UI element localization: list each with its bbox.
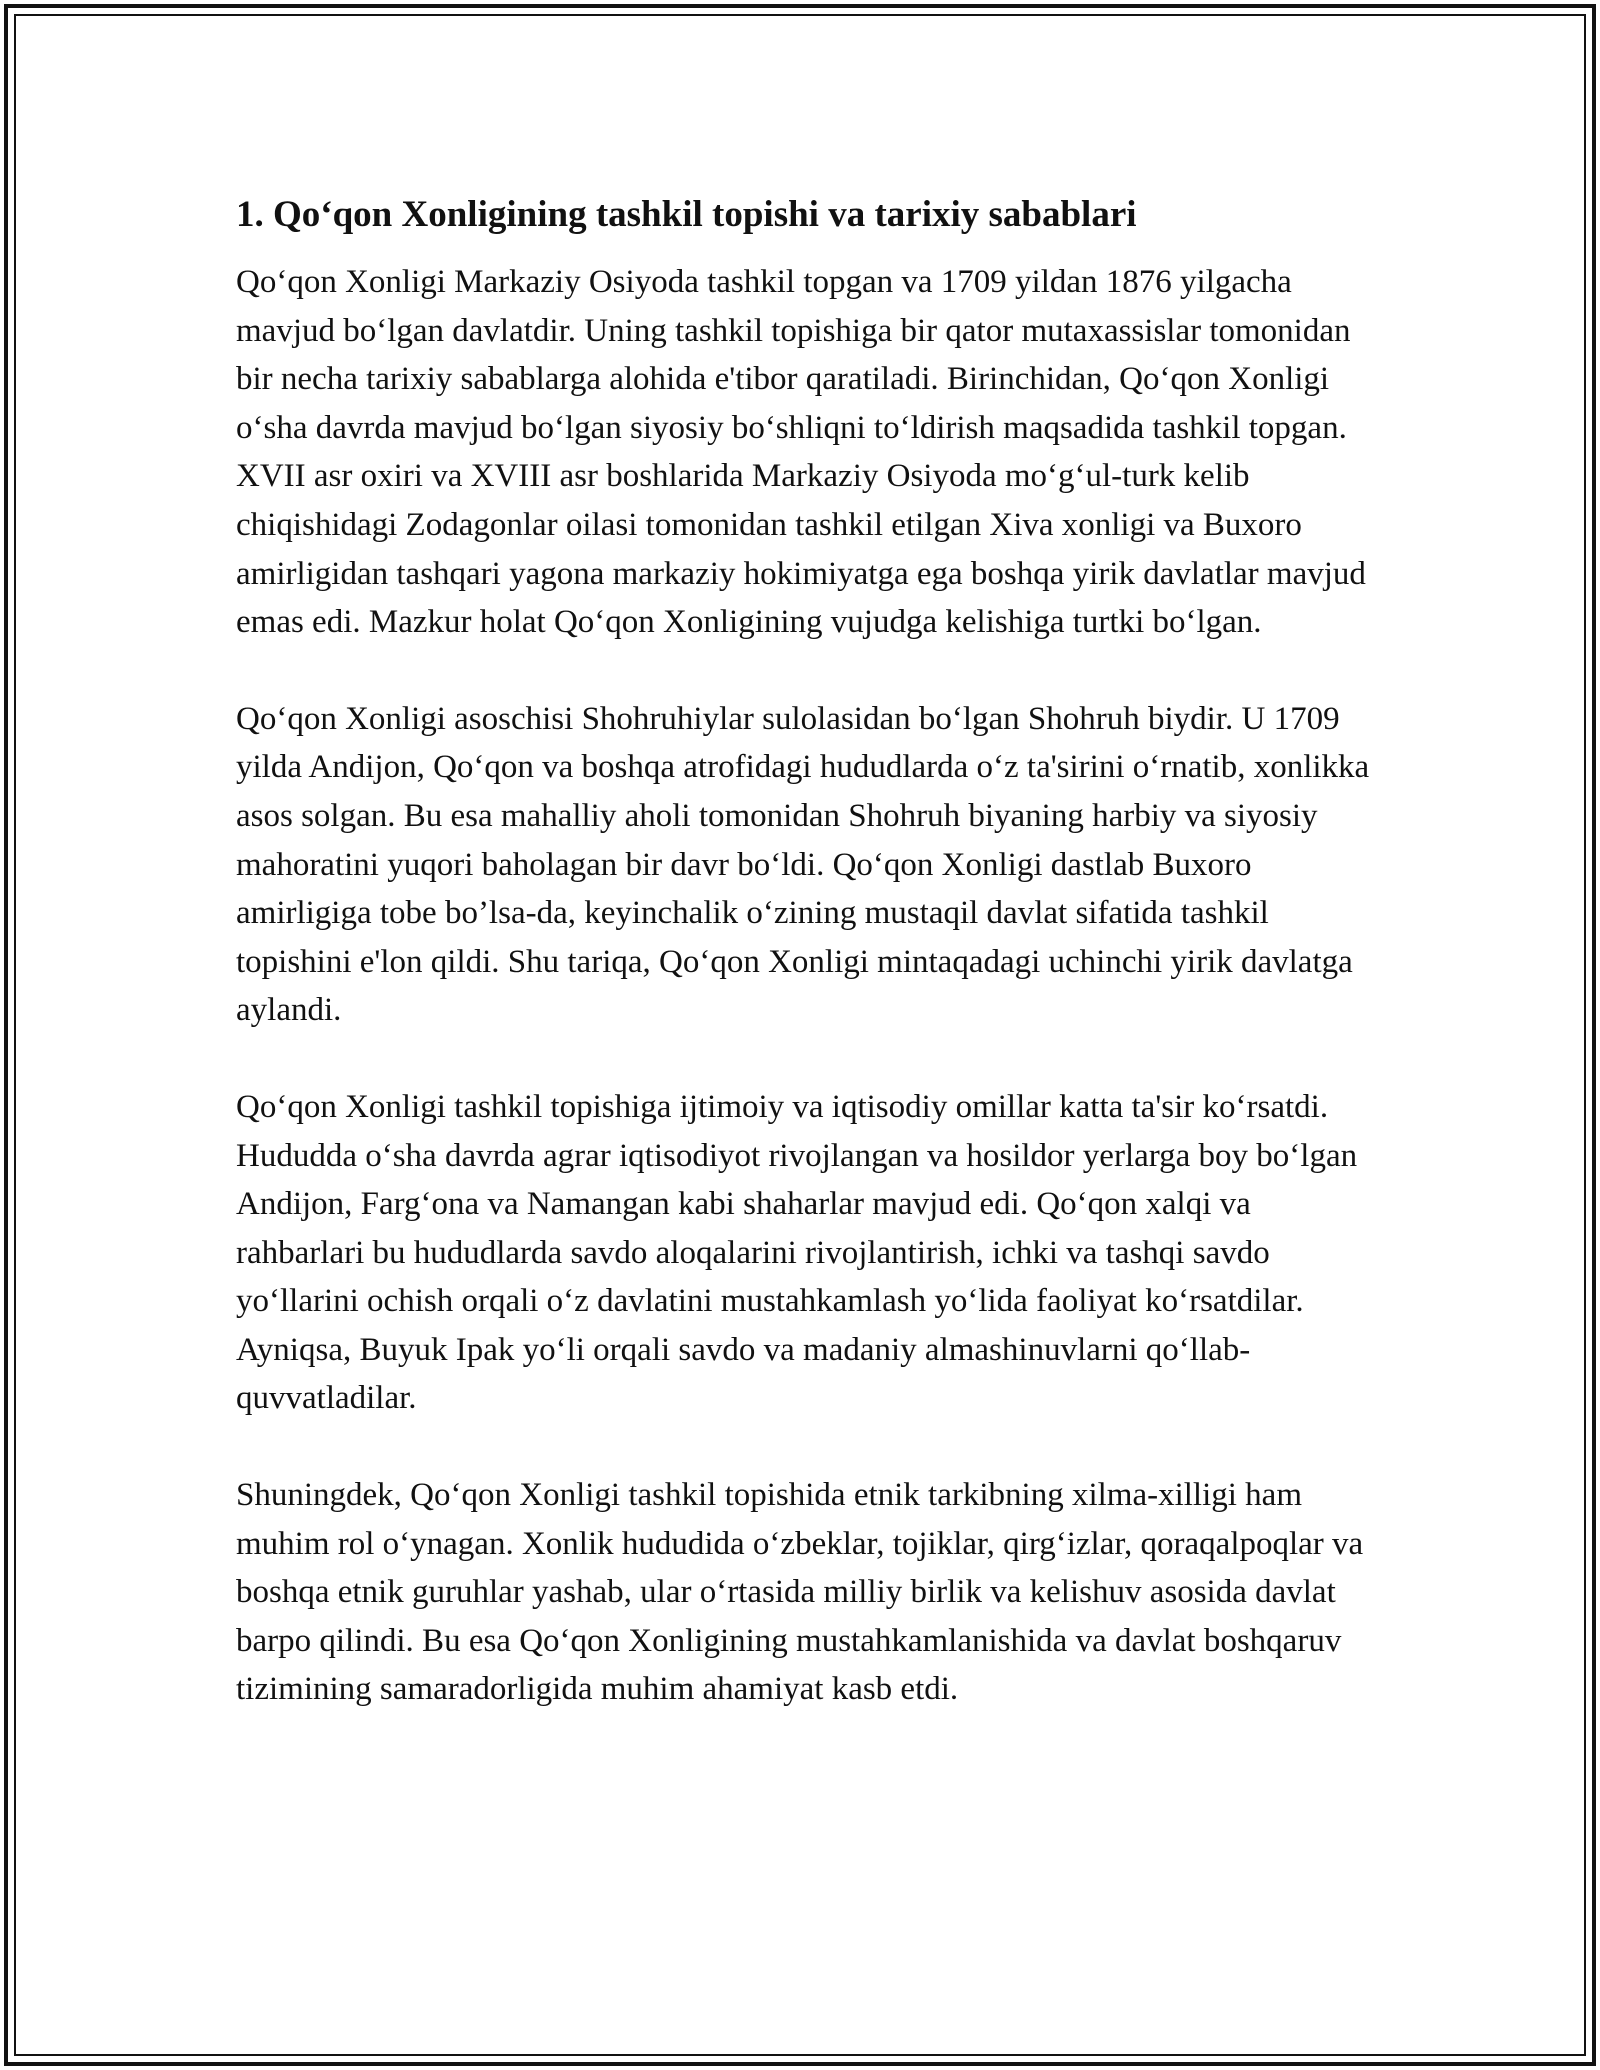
paragraph-2: Qo‘qon Xonligi asoschisi Shohruhiylar sulolasidan bo‘lgan Shohruh biydir. U 1709 yilda Andijon, Qo‘qon va boshqa atrofidagi hududlarda o‘z ta'sirini o‘rnatib, xonlikka asos solgan. Bu esa mahalliy aholi tomonidan Shohruh biyaning harbiy va siyosiy mahoratini yuqori baholagan bir davr bo‘ldi. Qo‘qon Xonligi dastlab Buxoro amirligiga tobe bo’lsa-da, keyinchalik o‘zining mustaqil davlat sifatida tashkil topishini e'lon qildi. Shu tariqa, Qo‘qon Xonligi mintaqadagi uchinchi yirik davlatga aylandi.: [236, 700, 1370, 1029]
paragraph-4: Shuningdek, Qo‘qon Xonligi tashkil topishida etnik tarkibning xilma-xilligi ham muhim rol o‘ynagan. Xonlik hududida o‘zbeklar, tojiklar, qirg‘izlar, qoraqalpoqlar va boshqa etnik guruhlar yashab, ular o‘rtasida milliy birlik va kelishuv asosida davlat barpo qilindi. Bu esa Qo‘qon Xonligining mustahkamlanishida va davlat boshqaruv tizimining samaradorligida muhim ahamiyat kasb etdi.: [236, 1477, 1364, 1708]
paragraph-1: Qo‘qon Xonligi Markaziy Osiyoda tashkil topgan va 1709 yildan 1876 yilgacha mavjud bo‘lgan davlatdir. Uning tashkil topishiga bir qator mutaxassislar tomonidan bir necha tarixiy sabablarga alohida e'tibor qaratiladi. Birinchidan, Qo‘qon Xonligi o‘sha davrda mavjud bo‘lgan siyosiy bo‘shliqni to‘ldirish maqsadida tashkil topgan. XVII asr oxiri va XVIII asr boshlarida Markaziy Osiyoda mo‘g‘ul-turk kelib chiqishidagi Zodagonlar oilasi tomonidan tashkil etilgan Xiva xonligi va Buxoro amirligidan tashqari yagona markaziy hokimiyatga ega boshqa yirik davlatlar mavjud emas edi. Mazkur holat Qo‘qon Xonligining vujudga kelishiga turtki bo‘lgan.: [236, 264, 1366, 641]
section-title: 1. Qo‘qon Xonligining tashkil topishi va tarixiy sabablari: [236, 194, 1137, 235]
document-body: [236, 190, 1372, 1762]
paragraph-3: Qo‘qon Xonligi tashkil topishiga ijtimoiy va iqtisodiy omillar katta ta'sir ko‘rsatdi. Hududda o‘sha davrda agrar iqtisodiyot rivojlangan va hosildor yerlarga boy bo‘lgan Andijon, Farg‘ona va Namangan kabi shaharlar mavjud edi. Qo‘qon xalqi va rahbarlari bu hududlarda savdo aloqalarini rivojlantirish, ichki va tashqi savdo yo‘llarini ochish orqali o‘z davlatini mustahkamlash yo‘lida faoliyat ko‘rsatdilar. Ayniqsa, Buyuk Ipak yo‘li orqali savdo va madaniy almashinuvlarni qo‘llab-quvvatladilar.: [236, 1088, 1358, 1417]
